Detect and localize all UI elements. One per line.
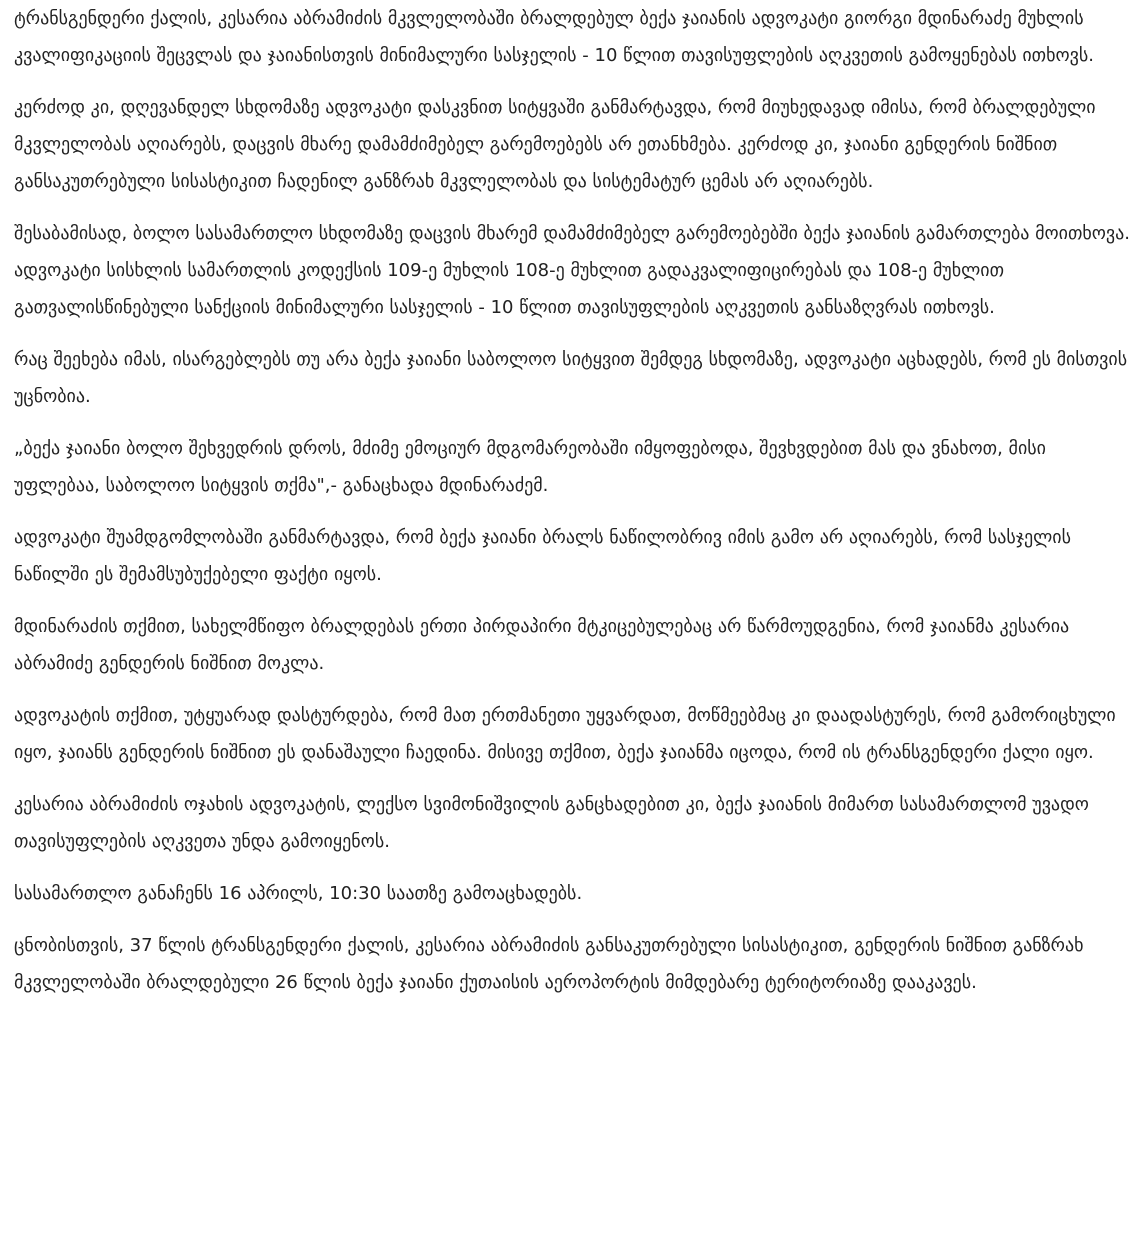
article-paragraph-9: კესარია აბრამიძის ოჯახის ადვოკატის, ლექსო სვიმონიშვილის განცხადებით კი, ბექა ჯაიანის მიმართ სასამართლომ უვადო თავისუფლების აღკვეთა უნდა გამოიყენოს. bbox=[14, 794, 1089, 852]
article-paragraph-8: ადვოკატის თქმით, უტყუარად დასტურდება, რომ მათ ერთმანეთი უყვარდათ, მოწმეებმაც კი დაადასტურეს, რომ გამორიცხული იყო, ჯაიანს გენდერის ნიშნით ეს დანაშაული ჩაედინა. მისივე თქმით, ბექა ჯაიანმა იცოდა, რომ ის ტრანსგენდერი ქალი იყო. bbox=[14, 705, 1116, 763]
article-paragraph-5-quote: „ბექა ჯაიანი ბოლო შეხვედრის დროს, მძიმე ემოციურ მდგომარეობაში იმყოფებოდა, შევხვდებით მას და ვნახოთ, მისი უფლებაა, საბოლოო სიტყვის თქმა",- განაცხადა მდინარაძემ. bbox=[14, 438, 1046, 496]
article-paragraph-11: ცნობისთვის, 37 წლის ტრანსგენდერი ქალის, კესარია აბრამიძის განსაკუთრებული სისასტიკით, გენდერის ნიშნით განზრახ მკვლელობაში ბრალდებული 26 წლის ბექა ჯაიანი ქუთაისის აეროპორტის მიმდებარე ტერიტორიაზე დააკავეს. bbox=[14, 935, 1084, 993]
article-paragraph-1: ტრანსგენდერი ქალის, კესარია აბრამიძის მკვლელობაში ბრალდებულ ბექა ჯაიანის ადვოკატი გიორგი მდინარაძე მუხლის კვალიფიკაციის შეცვლას და ჯაიანისთვის მინიმალური სასჯელის - 10 წლით თავისუფლების აღკვეთის გამოყენებას ითხოვს. bbox=[14, 8, 1094, 66]
article-paragraph-10: სასამართლო განაჩენს 16 აპრილს, 10:30 საათზე გამოაცხადებს. bbox=[14, 883, 583, 904]
article-paragraph-6: ადვოკატი შუამდგომლობაში განმარტავდა, რომ ბექა ჯაიანი ბრალს ნაწილობრივ იმის გამო არ აღიარებს, რომ სასჯელის ნაწილში ეს შემამსუბუქებელი ფაქტი იყოს. bbox=[14, 527, 1072, 585]
article-paragraph-7: მდინარაძის თქმით, სახელმწიფო ბრალდებას ერთი პირდაპირი მტკიცებულებაც არ წარმოუდგენია, რომ ჯაიანმა კესარია აბრამიძე გენდერის ნიშნით მოკლა. bbox=[14, 616, 1070, 674]
article-paragraph-2: კერძოდ კი, დღევანდელ სხდომაზე ადვოკატი დასკვნით სიტყვაში განმარტავდა, რომ მიუხედავად იმისა, რომ ბრალდებული მკვლელობას აღიარებს, დაცვის მხარე დამამძიმებელ გარემოებებს არ ეთანხმება. კერძოდ კი, ჯაიანი გენდერის ნიშნით განსაკუთრებული სისასტიკით ჩადენილ განზრახ მკვლელობას და სისტემატურ ცემას არ აღიარებს. bbox=[14, 97, 1096, 192]
article-paragraph-3: შესაბამისად, ბოლო სასამართლო სხდომაზე დაცვის მხარემ დამამძიმებელ გარემოებებში ბექა ჯაიანის გამართლება მოითხოვა. ადვოკატი სისხლის სამართლის კოდექსის 109-ე მუხლის 108-ე მუხლით გადაკვალიფიცირებას და 108-ე მუხლით გათვალისწინებული სანქციის მინიმალური სასჯელის - 10 წლით თავისუფლების აღკვეთის განსაზღვრას ითხოვს. bbox=[14, 223, 1131, 318]
article-paragraph-4: რაც შეეხება იმას, ისარგებლებს თუ არა ბექა ჯაიანი საბოლოო სიტყვით შემდეგ სხდომაზე, ადვოკატი აცხადებს, რომ ეს მისთვის უცნობია. bbox=[14, 349, 1128, 407]
